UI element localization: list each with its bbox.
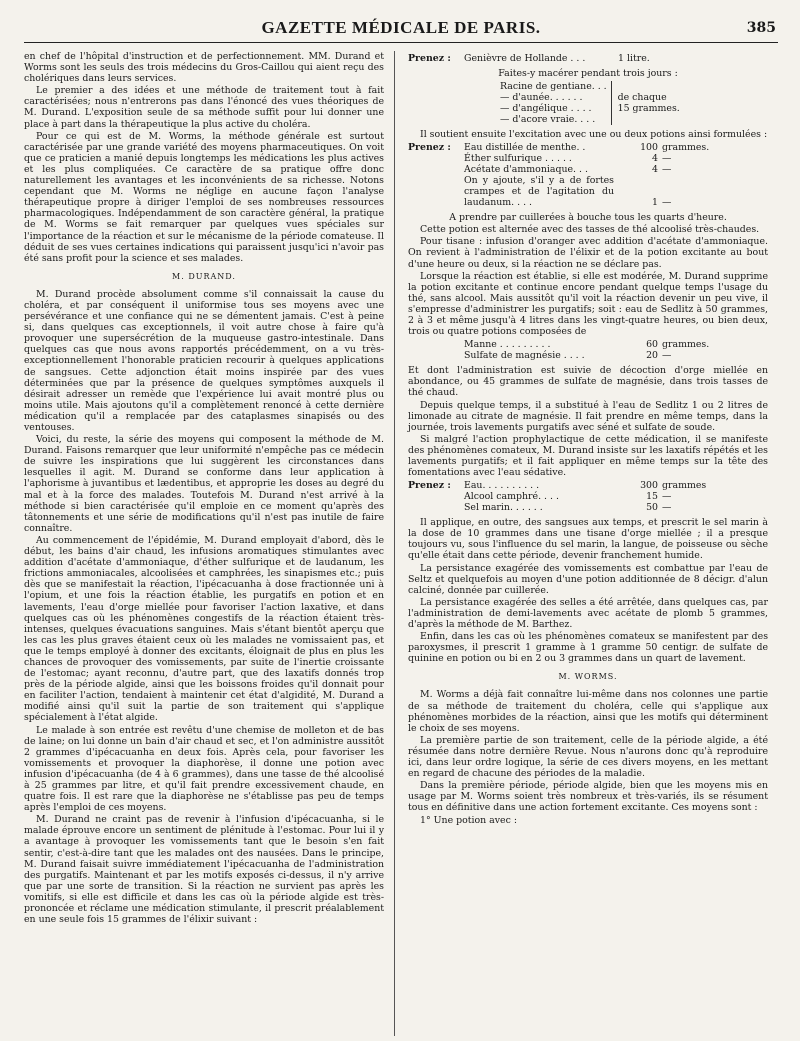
paragraph: Si malgré l'action prophylactique de cette médication, il se manifeste des phénomènes comateux, M. Durand insiste sur les laxatifs répétés et les lavements purgatifs; et il fait appliquer en même temps sur la tête des fomentations avec l'eau sédative. bbox=[408, 433, 768, 479]
paragraph: M. Durand procède absolument comme s'il connaissait la cause du choléra, et par conséquent il uniformise tous ses moyens avec une persévérance et une confiance qui ne se démentent jamais. C'est à peine si, dans quelques cas exceptionnels, il voit autre chose à faire qu'à provoquer une supersécrétion de la muqueuse gastro-intestinale. Dans quelques cas que nous avons rapportés précédemment, on a vu très-exceptionnellement l'honorable praticien recourir à quelques applications de sangsues. Cette adjonction était moins inspirée par des vues déterminées que par la présence de quelques symptômes auxquels il désirait adresser un remède que l'expérience lui avait montré plus ou moins utile. Mais ajoutons qu'il a complètement renoncé à cette dernière médication qu'il a remplacée par des cataplasmes sinapisés ou des ventouses. bbox=[24, 288, 384, 433]
rx-qty: 60 bbox=[646, 339, 658, 351]
rx-unit: grammes. bbox=[662, 339, 710, 351]
rx-qty: 15 bbox=[646, 491, 658, 503]
paragraph: 1° Une potion avec : bbox=[420, 814, 517, 826]
paragraph: Voici, du reste, la série des moyens qui composent la méthode de M. Durand. Faisons remarquer que leur uniformité n'empêche pas ce médecin de suivre les inspirations que lui suggèrent les circonstances dans lesquelles il agit. M. Durand se conforme dans leur application à l'aphorisme à juvantibus et lædentibus, et approprie les doses au degré du mal et à la force des malades. Toutefois M. Durand n'est arrivé à la méthode si bien caractérisée qu'il emploie en ce moment qu'après des tâtonnements et une série de modifications qu'il n'est pas inutile de faire connaître. bbox=[24, 434, 384, 534]
paragraph: Le malade à son entrée est revêtu d'une chemise de molleton et de bas de laine; on lui donne un bain d'air chaud et sec, et l'on administre aussitôt 2 grammes d'ipécacuanha en deux fois. Après cela, pour favoriser les vomissements et provoquer la diaphorèse, il donne une potion avec infusion d'ipécacuanha (de 4 à 6 grammes), dans une tasse de thé alcoolisé à 25 grammes par litre, et qu'il fait prendre excessivement chaude, en quatre fois. Il est rare que la diaphorèse ne s'établisse pas peu de temps après l'emploi de ces moyens. bbox=[24, 724, 384, 814]
herb: Racine de gentiane. . . bbox=[500, 81, 607, 93]
herb: — d'angélique . . . . bbox=[500, 103, 592, 115]
rx-qty: 1 litre. bbox=[618, 53, 650, 64]
prescription-elixir bbox=[408, 53, 654, 64]
rx-item: Eau distillée de menthe. . bbox=[464, 142, 586, 154]
rx-qty: 1 bbox=[652, 197, 658, 209]
column-divider bbox=[394, 51, 395, 1036]
rx-unit: grammes bbox=[662, 480, 707, 492]
paragraph: Lorsque la réaction est établie, si elle est modérée, M. Durand supprime la potion excitante et continue encore pendant quelque temps l'usage du thé, sans alcool. Mais aussitôt qu'il voit la réaction devenir un peu vive, il s'empresse d'administrer les purgatifs; soit : eau de Sedlitz à 50 grammes, 2 à 3 et même jusqu'à 4 litres dans les vingt-quatre heures, ou bien deux, trois ou quatre potions composées de bbox=[408, 270, 768, 338]
prenez-label: Prenez : bbox=[408, 142, 451, 154]
page-header bbox=[24, 16, 778, 43]
journal-title: GAZETTE MÉDICALE DE PARIS. bbox=[261, 18, 541, 37]
paragraph: Cette potion est alternée avec des tasses de thé alcoolisé très-chaudes. bbox=[420, 224, 760, 236]
prescription-herbs bbox=[500, 81, 684, 125]
paragraph: Pour ce qui est de M. Worms, la méthode générale est surtout caractérisée par une grande variété des moyens pharmaceutiques. On voit que ce praticien a manié depuis longtemps les médications les plus actives et les plus compliquées. Ce caractère de sa pratique offre donc naturellement les avantages et les inconvénients de sa richesse. Notons cependant que M. Worms ne néglige en aucune façon l'analyse thérapeutique propre à diriger l'emploi de ses nombreuses ressources pharmacologiques. Indépendamment de son caractère général, la pratique de M. Worms se fait remarquer par quelques vues spéciales sur l'importance de la réaction et sur le mécanisme de la période comateuse. Il déduit de ses vues certaines indications qui paraissent jusqu'ici n'avoir pas été sans profit pour la science et ses malades. bbox=[24, 130, 384, 264]
paragraph: M. Durand ne craint pas de revenir à l'infusion d'ipécacuanha, si le malade éprouve encore un sentiment de plénitude à l'estomac. Pour lui il y a avantage à provoquer les vomissements tant que le besoin s'en fait sentir, c'est-à-dire tant que les malades ont des nausées. Dans le principe, M. Durand faisait suivre immédiatement l'ipécacuanha de l'administration des purgatifs. Maintenant et par les motifs exposés ci-dessus, il n'y arrive que par une sorte de transition. Si la réaction ne survient pas après les vomitifs, si elle est difficile et dans les cas où la période algide est très-prononcée et réclame une médication stimulante, il prescrit préalablement en une seule fois 15 grammes de l'élixir suivant : bbox=[24, 814, 384, 926]
herb: — d'aunée. . . . . . bbox=[500, 92, 583, 104]
rx-instruction: Faites-y macérer pendant trois jours : bbox=[498, 68, 678, 79]
rx-qty: 4 bbox=[652, 164, 658, 176]
paragraph: La première partie de son traitement, celle de la période algide, a été résumée dans notre dernière Revue. Nous n'aurons donc qu'à reproduire ici, dans leur ordre logique, la série de ces divers moyens, en les mettant en regard de chacune des périodes de la maladie. bbox=[408, 734, 768, 780]
rx-item: Sulfate de magnésie . . . . bbox=[464, 350, 585, 362]
rx-item: Genièvre de Hollande . . . bbox=[464, 53, 586, 64]
rx-unit: grammes. bbox=[662, 142, 710, 154]
paragraph: en chef de l'hôpital d'instruction et de perfectionnement. MM. Durand et Worms sont les seuls des trois médecins du Gros-Caillou qui aient reçu des cholériques dans leurs services. bbox=[24, 51, 384, 85]
paragraph: Le premier a des idées et une méthode de traitement tout à fait caractérisées; nous n'entrerons pas dans l'énoncé des vues théoriques de M. Durand. L'exposition seule de sa méthode suffit pour lui donner une place à part dans la thérapeutique la plus active du choléra. bbox=[24, 85, 384, 130]
rx-unit: — bbox=[662, 164, 672, 176]
section-heading-durand: M. DURAND. bbox=[172, 271, 236, 281]
paragraph: Depuis quelque temps, il a substitué à l'eau de Sedlitz 1 ou 2 litres de limonade au citrate de magnésie. Il fait prendre en même temps, dans la journée, trois lavements purgatifs avec séné et sulfate de soude. bbox=[408, 399, 768, 433]
paragraph: Au commencement de l'épidémie, M. Durand employait d'abord, dès le début, les bains d'air chaud, les infusions aromatiques stimulantes avec addition d'acétate d'ammoniaque, d'éther sulfurique et de laudanum, les frictions ammoniacales, alcoolisées et camphrées, les sinapismes etc.; puis dès que se manifestait la réaction, l'ipécacuanha à dose fractionnée uni à l'opium, et une fois la réaction établie, les purgatifs en potion et en lavements, l'eau d'orge miellée pour favoriser l'action laxative, et dans quelques cas où les phénomènes congestifs de la réaction étaient très-intenses, quelques évacuations sanguines. Mais s'étant bientôt aperçu que les cas les plus graves étaient ceux où les malades ne vomissaient pas, et que le temps employé à donner des excitants, éloignait de plus en plus les chances de provoquer des vomissements, par suite de l'inertie croissante de l'estomac; ayant reconnu, d'autre part, que des laxatifs donnés trop près de la période algide, ainsi que les boissons froides qu'il donnait pour en faciliter l'action, tendaient à maintenir cet état d'algidité, M. Durand a modifié ainsi qu'il suit la partie de son traitement qui s'applique spécialement à l'état algide. bbox=[24, 534, 384, 724]
rx-item bbox=[500, 81, 611, 125]
rx-unit: — bbox=[662, 502, 672, 514]
prescription-fomentation bbox=[408, 480, 726, 513]
prenez-label: Prenez : bbox=[408, 480, 451, 492]
left-column bbox=[24, 51, 384, 926]
rx-qty: 20 bbox=[646, 350, 658, 362]
rx-unit: — bbox=[662, 491, 672, 503]
paragraph: Il applique, en outre, des sangsues aux temps, et prescrit le sel marin à la dose de 10 grammes dans une tisane d'orge miellée ; il a presque toujours vu, sous l'influence du sel marin, la langue, de poisseuse ou sèche qu'elle était dans cette période, devenir franchement humide. bbox=[408, 517, 768, 562]
rx-unit: — bbox=[662, 153, 672, 165]
rx-qty bbox=[611, 81, 684, 125]
rx-item: Manne . . . . . . . . . bbox=[464, 339, 551, 351]
rx-item: Eau. . . . . . . . . . bbox=[464, 480, 540, 492]
rx-item: Alcool camphré. . . . bbox=[464, 491, 559, 503]
rx-item: Sel marin. . . . . . bbox=[464, 502, 543, 514]
paragraph: Enfin, dans les cas où les phénomènes comateux se manifestent par des paroxysmes, il prescrit 1 gramme à 1 gramme 50 centigr. de sulfate de quinine en potion ou bi en 2 ou 3 grammes dans un quart de lavement. bbox=[408, 631, 768, 665]
paragraph: Il soutient ensuite l'excitation avec une ou deux potions ainsi formulées : bbox=[420, 129, 768, 141]
rx-unit: — bbox=[662, 197, 672, 209]
right-column bbox=[408, 51, 768, 827]
rx-instruction: A prendre par cuillerées à bouche tous les quarts d'heure. bbox=[449, 212, 727, 224]
each-label: de chaque bbox=[617, 92, 667, 104]
paragraph: Dans la première période, période algide, bien que les moyens mis en usage par M. Worms soient très nombreux et très-variés, ils se résument tous en définitive dans une action fortement excitante. Ces moyens sont : bbox=[408, 780, 768, 814]
prescription-manne bbox=[464, 339, 726, 361]
rx-item: Éther sulfurique . . . . . bbox=[464, 153, 572, 165]
two-column-body bbox=[24, 51, 778, 1041]
paragraph: La persistance exagérée des selles a été arrêtée, dans quelques cas, par l'administration de demi-lavements avec acétate de plomb 5 grammes, d'après la méthode de M. Barthez. bbox=[408, 596, 768, 630]
paragraph: La persistance exagérée des vomissements est combattue par l'eau de Seltz et quelquefois au moyen d'une potion additionnée de 8 décigr. d'alun calciné, donnée par cuillerée. bbox=[408, 562, 768, 596]
rx-unit: — bbox=[662, 350, 672, 362]
prescription-potion bbox=[408, 142, 726, 208]
rx-item: Acétate d'ammoniaque. . . bbox=[464, 164, 588, 176]
paragraph: Pour tisane : infusion d'oranger avec addition d'acétate d'ammoniaque. On revient à l'administration de l'élixir et de la potion excitante au bout d'une heure ou deux, si la réaction ne se déclare pas. bbox=[408, 236, 768, 270]
rx-qty: 50 bbox=[646, 502, 658, 514]
rx-qty: 4 bbox=[652, 153, 658, 165]
rx-item: On y ajoute, s'il y a de fortes crampes et de l'agitation du laudanum. . . . bbox=[464, 175, 614, 209]
section-heading-worms: M. WORMS. bbox=[558, 672, 618, 682]
rx-qty: 100 bbox=[640, 142, 658, 154]
herb: — d'acore vraie. . . . bbox=[500, 114, 596, 126]
paragraph: M. Worms a déjà fait connaître lui-même dans nos colonnes une partie de sa méthode de traitement du choléra, celle qui s'applique aux phénomènes morbides de la réaction, ainsi que les motifs qui déterminent le choix de ses moyens. bbox=[408, 689, 768, 734]
rx-qty: 300 bbox=[640, 480, 658, 492]
paragraph: Et dont l'administration est suivie de décoction d'orge miellée en abondance, ou 45 grammes de sulfate de magnésie, dans trois tasses de thé chaud. bbox=[408, 365, 768, 399]
each-qty: 15 grammes. bbox=[617, 103, 680, 115]
page-number: 385 bbox=[746, 20, 776, 36]
prenez-label: Prenez : bbox=[408, 53, 451, 64]
